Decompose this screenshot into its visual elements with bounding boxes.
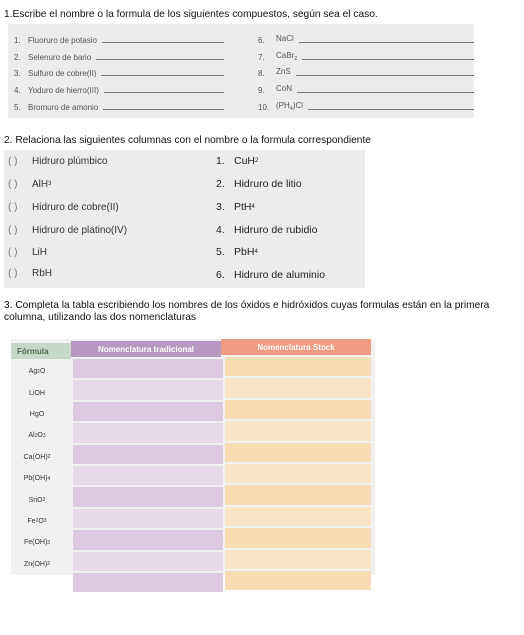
q1-item: 6. NaCl (258, 28, 474, 45)
traditional-answer-cell[interactable] (73, 530, 223, 549)
answer-blank[interactable] (308, 109, 474, 110)
q1-item-label: Sulfuro de cobre(II) (28, 69, 97, 79)
stock-answer-column (225, 357, 371, 592)
formula-cell: Ag 2 O (28, 368, 46, 376)
stock-answer-cell[interactable] (225, 378, 371, 397)
traditional-answer-cell[interactable] (73, 509, 223, 528)
formula-cell: LiOH (29, 389, 45, 397)
question-1-box (8, 24, 474, 118)
nomenclature-table (11, 339, 375, 575)
q1-item-label: Bromuro de amonio (28, 102, 99, 112)
answer-blank[interactable] (101, 75, 224, 76)
q2-right-item: 5. PbH 4 (216, 246, 258, 258)
stock-answer-cell[interactable] (225, 443, 371, 462)
answer-blank[interactable] (297, 92, 474, 93)
q1-formula: NaCl (276, 33, 294, 43)
answer-blank[interactable] (103, 109, 224, 110)
traditional-answer-cell[interactable] (73, 487, 223, 506)
q2-right-item: 1. CuH 2 (216, 155, 259, 167)
question-1-instruction: 1.Escribe el nombre o la formula de los siguientes compuestos, según sea el caso. (4, 9, 378, 20)
q1-formula: $(PH_4)Cl$ (276, 100, 304, 112)
formula-cell: HgO (29, 410, 45, 418)
q1-item-label: Selenuro de bario (28, 52, 92, 62)
traditional-answer-cell[interactable] (73, 402, 223, 421)
traditional-answer-cell[interactable] (73, 423, 223, 442)
traditional-answer-column (73, 359, 223, 594)
question-1-right-column (258, 28, 474, 112)
question-2-instruction: 2. Relaciona las siguientes columnas con el nombre o la formula correspondiente (4, 135, 371, 146)
q1-formula: CaBr$_2$ (276, 50, 298, 62)
stock-answer-cell[interactable] (225, 357, 371, 376)
traditional-answer-cell[interactable] (73, 445, 223, 464)
formula-cell: SnO 2 (28, 496, 46, 504)
formula-cell: Ca(OH) 2 (23, 453, 51, 461)
answer-parentheses: ( ) (8, 178, 18, 190)
q2-right-item: 6. Hidruro de aluminio (216, 269, 326, 281)
formula-column-header: Fórmula (11, 343, 71, 359)
answer-parentheses: ( ) (8, 267, 18, 279)
answer-blank[interactable] (296, 75, 474, 76)
q2-left-item[interactable]: ( ) RbH (8, 267, 53, 279)
formula-cell: Fe 2 O 3 (27, 517, 47, 525)
traditional-answer-cell[interactable] (73, 359, 223, 378)
stock-answer-cell[interactable] (225, 571, 371, 590)
q1-item: 4. Yoduro de hierro(III) (14, 78, 224, 95)
q2-right-item: 3. PtH 4 (216, 201, 255, 213)
question-1-left-column (14, 28, 224, 112)
traditional-answer-cell[interactable] (73, 552, 223, 571)
stock-answer-cell[interactable] (225, 485, 371, 504)
answer-blank[interactable] (299, 42, 474, 43)
traditional-answer-cell[interactable] (73, 466, 223, 485)
answer-parentheses: ( ) (8, 246, 18, 258)
q1-item: 7. CaBr$_2$ (258, 45, 474, 62)
q2-right-item: 4. Hidruro de rubidio (216, 224, 318, 236)
q1-item: 5. Bromuro de amonio (14, 95, 224, 112)
answer-parentheses: ( ) (8, 155, 18, 167)
stock-answer-cell[interactable] (225, 550, 371, 569)
q1-item: 10. $(PH_4)Cl$ (258, 95, 474, 112)
stock-answer-cell[interactable] (225, 464, 371, 483)
q1-item: 9. CoN (258, 78, 474, 95)
q1-formula: ZnS (276, 67, 291, 77)
formula-cell: Zn(OH) 2 (23, 560, 51, 568)
formula-cell: Pb(OH) 4 (23, 475, 51, 483)
traditional-answer-cell[interactable] (73, 380, 223, 399)
q2-left-item[interactable]: ( ) Hidruro de cobre(II) (8, 201, 119, 213)
q1-formula: CoN (276, 84, 293, 94)
q2-left-item[interactable]: ( ) LiH (8, 246, 48, 258)
formula-cell: Al 2 O 3 (28, 432, 46, 440)
answer-blank[interactable] (104, 92, 224, 93)
stock-answer-cell[interactable] (225, 528, 371, 547)
formula-column (17, 361, 57, 575)
answer-blank[interactable] (96, 59, 224, 60)
traditional-answer-cell[interactable] (73, 573, 223, 592)
answer-blank[interactable] (102, 42, 224, 43)
answer-blank[interactable] (302, 59, 474, 60)
stock-answer-cell[interactable] (225, 507, 371, 526)
q1-item-label: Yoduro de hierro(III) (28, 86, 99, 96)
question-3-instruction: 3. Completa la tabla escribiendo los nombres de los óxidos e hidróxidos cuyas formulas están en la primera columna, utilizando las dos nomenclaturas (4, 300, 490, 323)
answer-parentheses: ( ) (8, 224, 18, 236)
answer-parentheses: ( ) (8, 201, 18, 213)
q1-item-label: Fluoruro de potasio (28, 35, 97, 45)
q1-item: 8. ZnS (258, 62, 474, 79)
q1-item: 1. Fluoruro de potasio (14, 28, 224, 45)
q2-left-item[interactable]: ( ) Hidruro de platino(IV) (8, 224, 128, 236)
stock-answer-cell[interactable] (225, 421, 371, 440)
traditional-column-header: Nomenclatura tradicional (71, 341, 221, 357)
formula-cell: Fe(OH) 3 (23, 539, 51, 547)
q2-right-item: 2. Hidruro de litio (216, 178, 302, 190)
stock-answer-cell[interactable] (225, 400, 371, 419)
q1-item: 3. Sulfuro de cobre(II) (14, 62, 224, 79)
question-2-box (4, 150, 365, 288)
q1-item: 2. Selenuro de bario (14, 45, 224, 62)
q2-left-item[interactable]: ( ) Hidruro plúmbico (8, 155, 108, 167)
stock-column-header: Nomenclatura Stock (221, 339, 371, 355)
q2-left-item[interactable]: ( ) AlH 3 (8, 178, 52, 190)
